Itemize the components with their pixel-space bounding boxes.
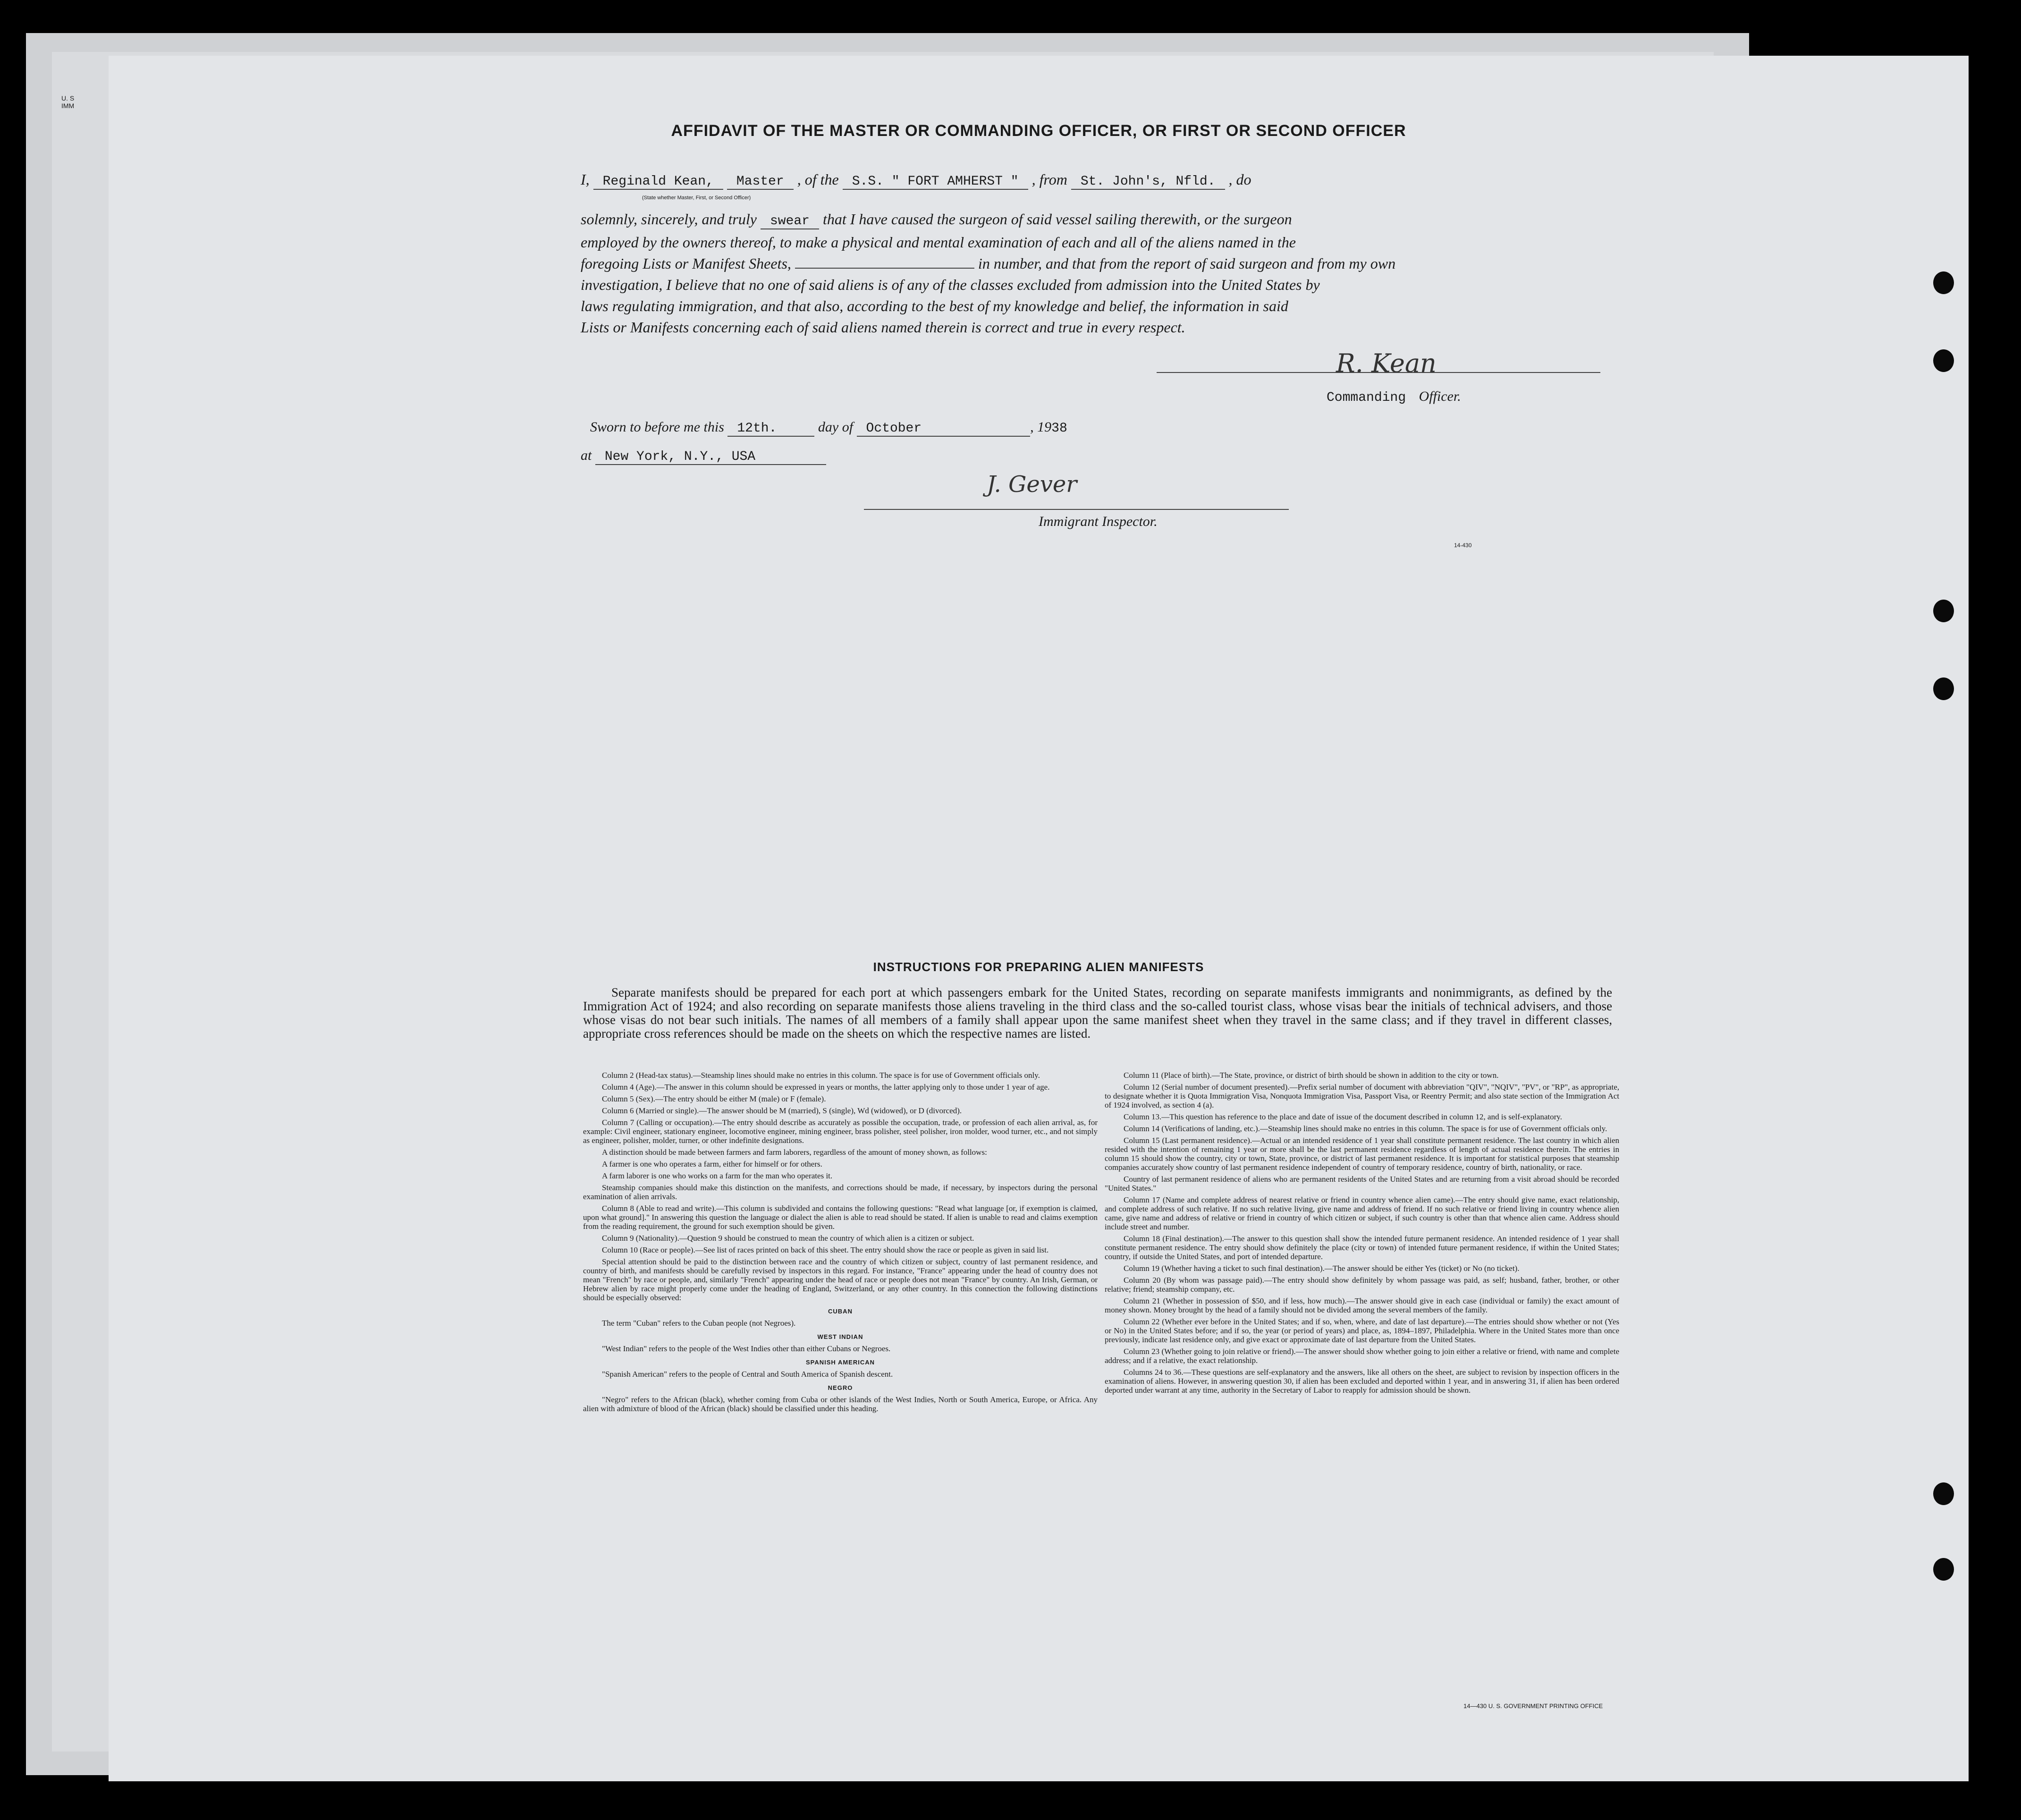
punch-hole <box>1933 1558 1954 1581</box>
printing-office-code: 14—430 U. S. GOVERNMENT PRINTING OFFICE <box>1463 1702 1603 1710</box>
text-line2a: solemnly, sincerely, and truly <box>581 211 757 228</box>
instruction-paragraph: Column 14 (Verifications of landing, etc.).—Steamship lines should make no entries in this column. The space is for use of Government officials only. <box>1124 1124 1607 1133</box>
instruction-paragraph: A farm laborer is one who works on a farm for the man who operates it. <box>602 1171 833 1180</box>
instructions-title: INSTRUCTIONS FOR PREPARING ALIEN MANIFESTS <box>873 960 1204 974</box>
punch-hole <box>1933 600 1954 622</box>
affidavit-line-2 <box>581 209 1610 232</box>
instruction-paragraph: Column 15 (Last permanent residence).—Actual or an intended residence of 1 year shall constitute permanent residence. The last country in which alien resided with the intention of remaining 1 year or more shall be the last permanent residence regardless of length of actual residence therein. The entries in column 15 should show the country, city or town, State, province, or district of last permanent residence. It is important for statistical purposes that steamship companies accurately show country of last permanent residence independent of country of temporary residence, country of birth, nationality, or race. <box>1105 1136 1619 1172</box>
instruction-paragraph: Column 19 (Whether having a ticket to such final destination).—The answer should be either Yes (ticket) or No (no ticket). <box>1124 1264 1520 1273</box>
master-name: Reginald Kean, <box>593 174 723 190</box>
punch-hole <box>1933 677 1954 700</box>
sworn-month: October <box>857 421 1031 437</box>
negro-heading: NEGRO <box>828 1384 853 1391</box>
punch-hole <box>1933 271 1954 294</box>
left-paragraphs <box>583 1071 1098 1302</box>
at-text: at <box>581 448 592 463</box>
west-indian-text: "West Indian" refers to the people of the West Indies other than either Cubans or Negroes. <box>602 1344 891 1353</box>
affidavit-line-6: laws regulating immigration, and that also, according to the best of my knowledge and belief, the information in said <box>581 297 1288 314</box>
affidavit-line-4 <box>581 253 1610 274</box>
spanish-american-text: "Spanish American" refers to the people of Central and South America of Spanish descent. <box>602 1370 893 1379</box>
instruction-paragraph: Column 23 (Whether going to join relative or friend).—The answer should show whether going to join either a relative or friend, with name and complete address; and if a relative, the exact relationship. <box>1105 1347 1619 1365</box>
instruction-paragraph: Column 7 (Calling or occupation).—The entry should describe as accurately as possible the occupation, trade, or profession of each alien arrival, as, for example: Civil engineer, stationary engineer, locomotive engineer, mining engineer, brass polisher, steel polisher, iron molder, wood turner, etc., and not simply as engineer, polisher, molder, turner, or other indefinite designations. <box>583 1118 1098 1145</box>
text-line4b: in number, and that from the report of said surgeon and from my own <box>978 255 1396 272</box>
day-of-text: day of <box>818 419 854 435</box>
cuban-text: The term "Cuban" refers to the Cuban people (not Negroes). <box>602 1319 796 1328</box>
sheets-count-blank <box>795 268 974 269</box>
sworn-place: New York, N.Y., USA <box>595 449 826 465</box>
instructions-left-column <box>583 1071 1098 1416</box>
instruction-paragraph: Columns 24 to 36.—These questions are self-explanatory and the answers, like all others on the sheet, are subject to revision by inspection officers in the examination of aliens. However, in answering question 30, if alien has been excluded and deported within 1 year, and in answering 31, if alien has been ordered deported under warrant at any time, authority in the Secretary of Labor to reapply for admission should be shown. <box>1105 1368 1619 1395</box>
instruction-paragraph: Special attention should be paid to the distinction between race and the country of which citizen or subject, country of last permanent residence, and country of birth, and manifests should be carefully revised by inspectors in this regard. For instance, "France" appearing under the head of country does not mean "French" by race or people, and, similarly "French" appearing under the head of race or people does not mean "France" by country. An Irish, German, or Hebrew alien by race might properly come under the heading of England, Switzerland, or any other country. In this connection the following distinctions should be especially observed: <box>583 1257 1098 1302</box>
instruction-paragraph: Column 22 (Whether ever before in the United States; and if so, when, where, and date of last departure).—The entries should show whether or not (Yes or No) in the United States before; and if so, the year (or period of years) and place, as, 1894–1897, Philadelphia. Where in the United States more than once previously, indicate last residence only, and give exact or approximate date of last departure from the United States. <box>1105 1317 1619 1344</box>
instruction-paragraph: Column 13.—This question has reference to the place and date of issue of the document described in column 12, and is self-explanatory. <box>1124 1112 1562 1121</box>
edge-mark-top: U. S <box>61 94 75 102</box>
punch-hole <box>1933 349 1954 372</box>
instruction-paragraph: Column 5 (Sex).—The entry should be either M (male) or F (female). <box>602 1094 826 1103</box>
punch-hole <box>1933 1482 1954 1505</box>
right-paragraphs <box>1105 1071 1619 1395</box>
instruction-paragraph: Column 2 (Head-tax status).—Steamship lines should make no entries in this column. The space is for use of Government officials only. <box>602 1071 1040 1080</box>
form-code: 14-430 <box>1454 542 1472 549</box>
affidavit-line-1 <box>581 169 1610 209</box>
officer-title: Commanding <box>1327 390 1406 405</box>
year-prefix: , 19 <box>1030 419 1052 435</box>
instruction-paragraph: Column 17 (Name and complete address of nearest relative or friend in country whence alien came).—The entry should give name, exact relationship, and complete address of such relative. If no such relative living, give name and address of friend. If no such relative or friend living in country whence alien came, give name and address of relative or friend in country of which citizen or subject, if such country is other than that whence alien came. Address should include street and number. <box>1105 1195 1619 1231</box>
instruction-paragraph: Column 20 (By whom was passage paid).—The entry should show definitely by whom passage was paid, as self; husband, father, brother, or other relative; friend; steamship company, etc. <box>1105 1276 1619 1294</box>
sworn-text: Sworn to before me this <box>590 419 724 435</box>
affidavit-line-3: employed by the owners thereof, to make a physical and mental examination of each and all of the aliens named in the <box>581 234 1296 251</box>
text-line4a: foregoing Lists or Manifest Sheets, <box>581 255 791 272</box>
text-of-the: , of the <box>797 171 839 188</box>
affidavit-line-7: Lists or Manifests concerning each of said aliens named therein is correct and true in every respect. <box>581 319 1185 336</box>
cuban-heading: CUBAN <box>828 1308 853 1315</box>
instruction-paragraph: Steamship companies should make this distinction on the manifests, and corrections should be made, if necessary, by inspectors during the personal examination of alien arrivals. <box>583 1183 1098 1201</box>
document-page <box>109 56 1969 1781</box>
instruction-paragraph: Column 11 (Place of birth).—The State, province, or district of birth should be shown in addition to the city or town. <box>1124 1071 1499 1080</box>
departure-port: St. John's, Nfld. <box>1071 174 1225 190</box>
instructions-intro: Separate manifests should be prepared for each port at which passengers embark for the United States, recording on separate manifests immigrants and nonimmigrants, as defined by the Immigration Act of 1924; and also recording on separate manifests those aliens traveling in the third class and the so-called tourist class, whose visas bear the initials of technical advisers, and those whose visas do not bear such initials. The names of all members of a family shall appear upon the same manifest sheet when they travel in the same class; and if they travel in different classes, appropriate cross references should be made on the sheets on which the respective names are listed. <box>583 985 1612 1041</box>
instruction-paragraph: Column 6 (Married or single).—The answer should be M (married), S (single), Wd (widowed), or D (divorced). <box>602 1106 962 1115</box>
text-i: I, <box>581 171 590 188</box>
rank-note: (State whether Master, First, or Second Officer) <box>642 195 751 201</box>
spanish-american-heading: SPANISH AMERICAN <box>805 1359 875 1366</box>
sworn-year: 38 <box>1051 421 1067 436</box>
instruction-paragraph: Column 21 (Whether in possession of $50, and if less, how much).—The answer should give in each case (individual or family) the exact amount of money shown. Money brought by the head of a family should not be divided among the several members of the family. <box>1105 1296 1619 1314</box>
affidavit-body <box>581 169 1610 338</box>
sworn-line <box>590 419 1067 436</box>
text-do: , do <box>1228 171 1251 188</box>
edge-mark <box>61 94 74 110</box>
inspector-signature-line <box>864 509 1289 510</box>
west-indian-heading: WEST INDIAN <box>817 1333 863 1340</box>
place-line <box>581 448 826 464</box>
officer-title-line <box>1317 389 1461 405</box>
instruction-paragraph: Column 4 (Age).—The answer in this column should be expressed in years or months, the latter applying only to those under 1 year of age. <box>602 1083 1050 1092</box>
oath-word: swear <box>761 214 819 229</box>
instruction-paragraph: A distinction should be made between farmers and farm laborers, regardless of the amount of money shown, as follows: <box>602 1148 987 1157</box>
text-line2b: that I have caused the surgeon of said vessel sailing therewith, or the surgeon <box>822 211 1292 228</box>
master-rank: Master <box>727 174 794 190</box>
instruction-paragraph: Column 18 (Final destination).—The answer to this question shall show the intended future permanent residence. An intended residence of 1 year shall constitute permanent residence. The entry should show definitely the place (city or town) of intended future permanent residence, if within the United States; country, if outside the United States, and port of intended departure. <box>1105 1234 1619 1261</box>
instructions-right-column <box>1105 1071 1619 1397</box>
ship-name: S.S. " FORT AMHERST " <box>843 174 1028 190</box>
affidavit-title: AFFIDAVIT OF THE MASTER OR COMMANDING OFFICER, OR FIRST OR SECOND OFFICER <box>671 122 1406 140</box>
master-signature: R. Kean <box>1336 348 1437 378</box>
affidavit-line-5: investigation, I believe that no one of said aliens is of any of the classes excluded from admission into the United States by <box>581 276 1320 293</box>
text-from: , from <box>1032 171 1067 188</box>
instruction-paragraph: Column 12 (Serial number of document presented).—Prefix serial number of document with abbreviation "QIV", "NQIV", "PV", or "RP", as appropriate, to designate whether it is Quota Immigration Visa, Nonquota Immigration Visa, Passport Visa, or Reentry Permit; and also state section of the Immigration Act of 1924 involved, as section 4 (a). <box>1105 1083 1619 1109</box>
instruction-paragraph: Country of last permanent residence of aliens who are permanent residents of the United States and are returning from a visit abroad should be recorded "United States." <box>1105 1175 1619 1193</box>
officer-suffix: Officer. <box>1419 389 1461 404</box>
master-signature-line <box>1157 372 1600 373</box>
sworn-day: 12th. <box>727 421 814 437</box>
instruction-paragraph: Column 10 (Race or people).—See list of races printed on back of this sheet. The entry should show the race or people as given in said list. <box>602 1245 1049 1254</box>
instruction-paragraph: Column 8 (Able to read and write).—This column is subdivided and contains the following questions: "Read what language [or, if exemption is claimed, upon what ground]." In answering this question the language or dialect the alien is able to read should be stated. If alien is unable to read and claims exemption from the reading requirement, the ground for such exemption should be given. <box>583 1204 1098 1231</box>
inspector-signature: J. Gever <box>987 471 1077 498</box>
instruction-paragraph: A farmer is one who operates a farm, either for himself or for others. <box>602 1160 822 1168</box>
instruction-paragraph: Column 9 (Nationality).—Question 9 should be construed to mean the country of which alien is a citizen or subject. <box>602 1234 974 1243</box>
inspector-label: Immigrant Inspector. <box>1039 514 1158 529</box>
negro-text: "Negro" refers to the African (black), whether coming from Cuba or other islands of the West Indies, North or South America, Europe, or Africa. Any alien with admixture of blood of the African (black) should be classified under this heading. <box>583 1395 1098 1413</box>
edge-mark-second: IMM <box>61 102 75 110</box>
